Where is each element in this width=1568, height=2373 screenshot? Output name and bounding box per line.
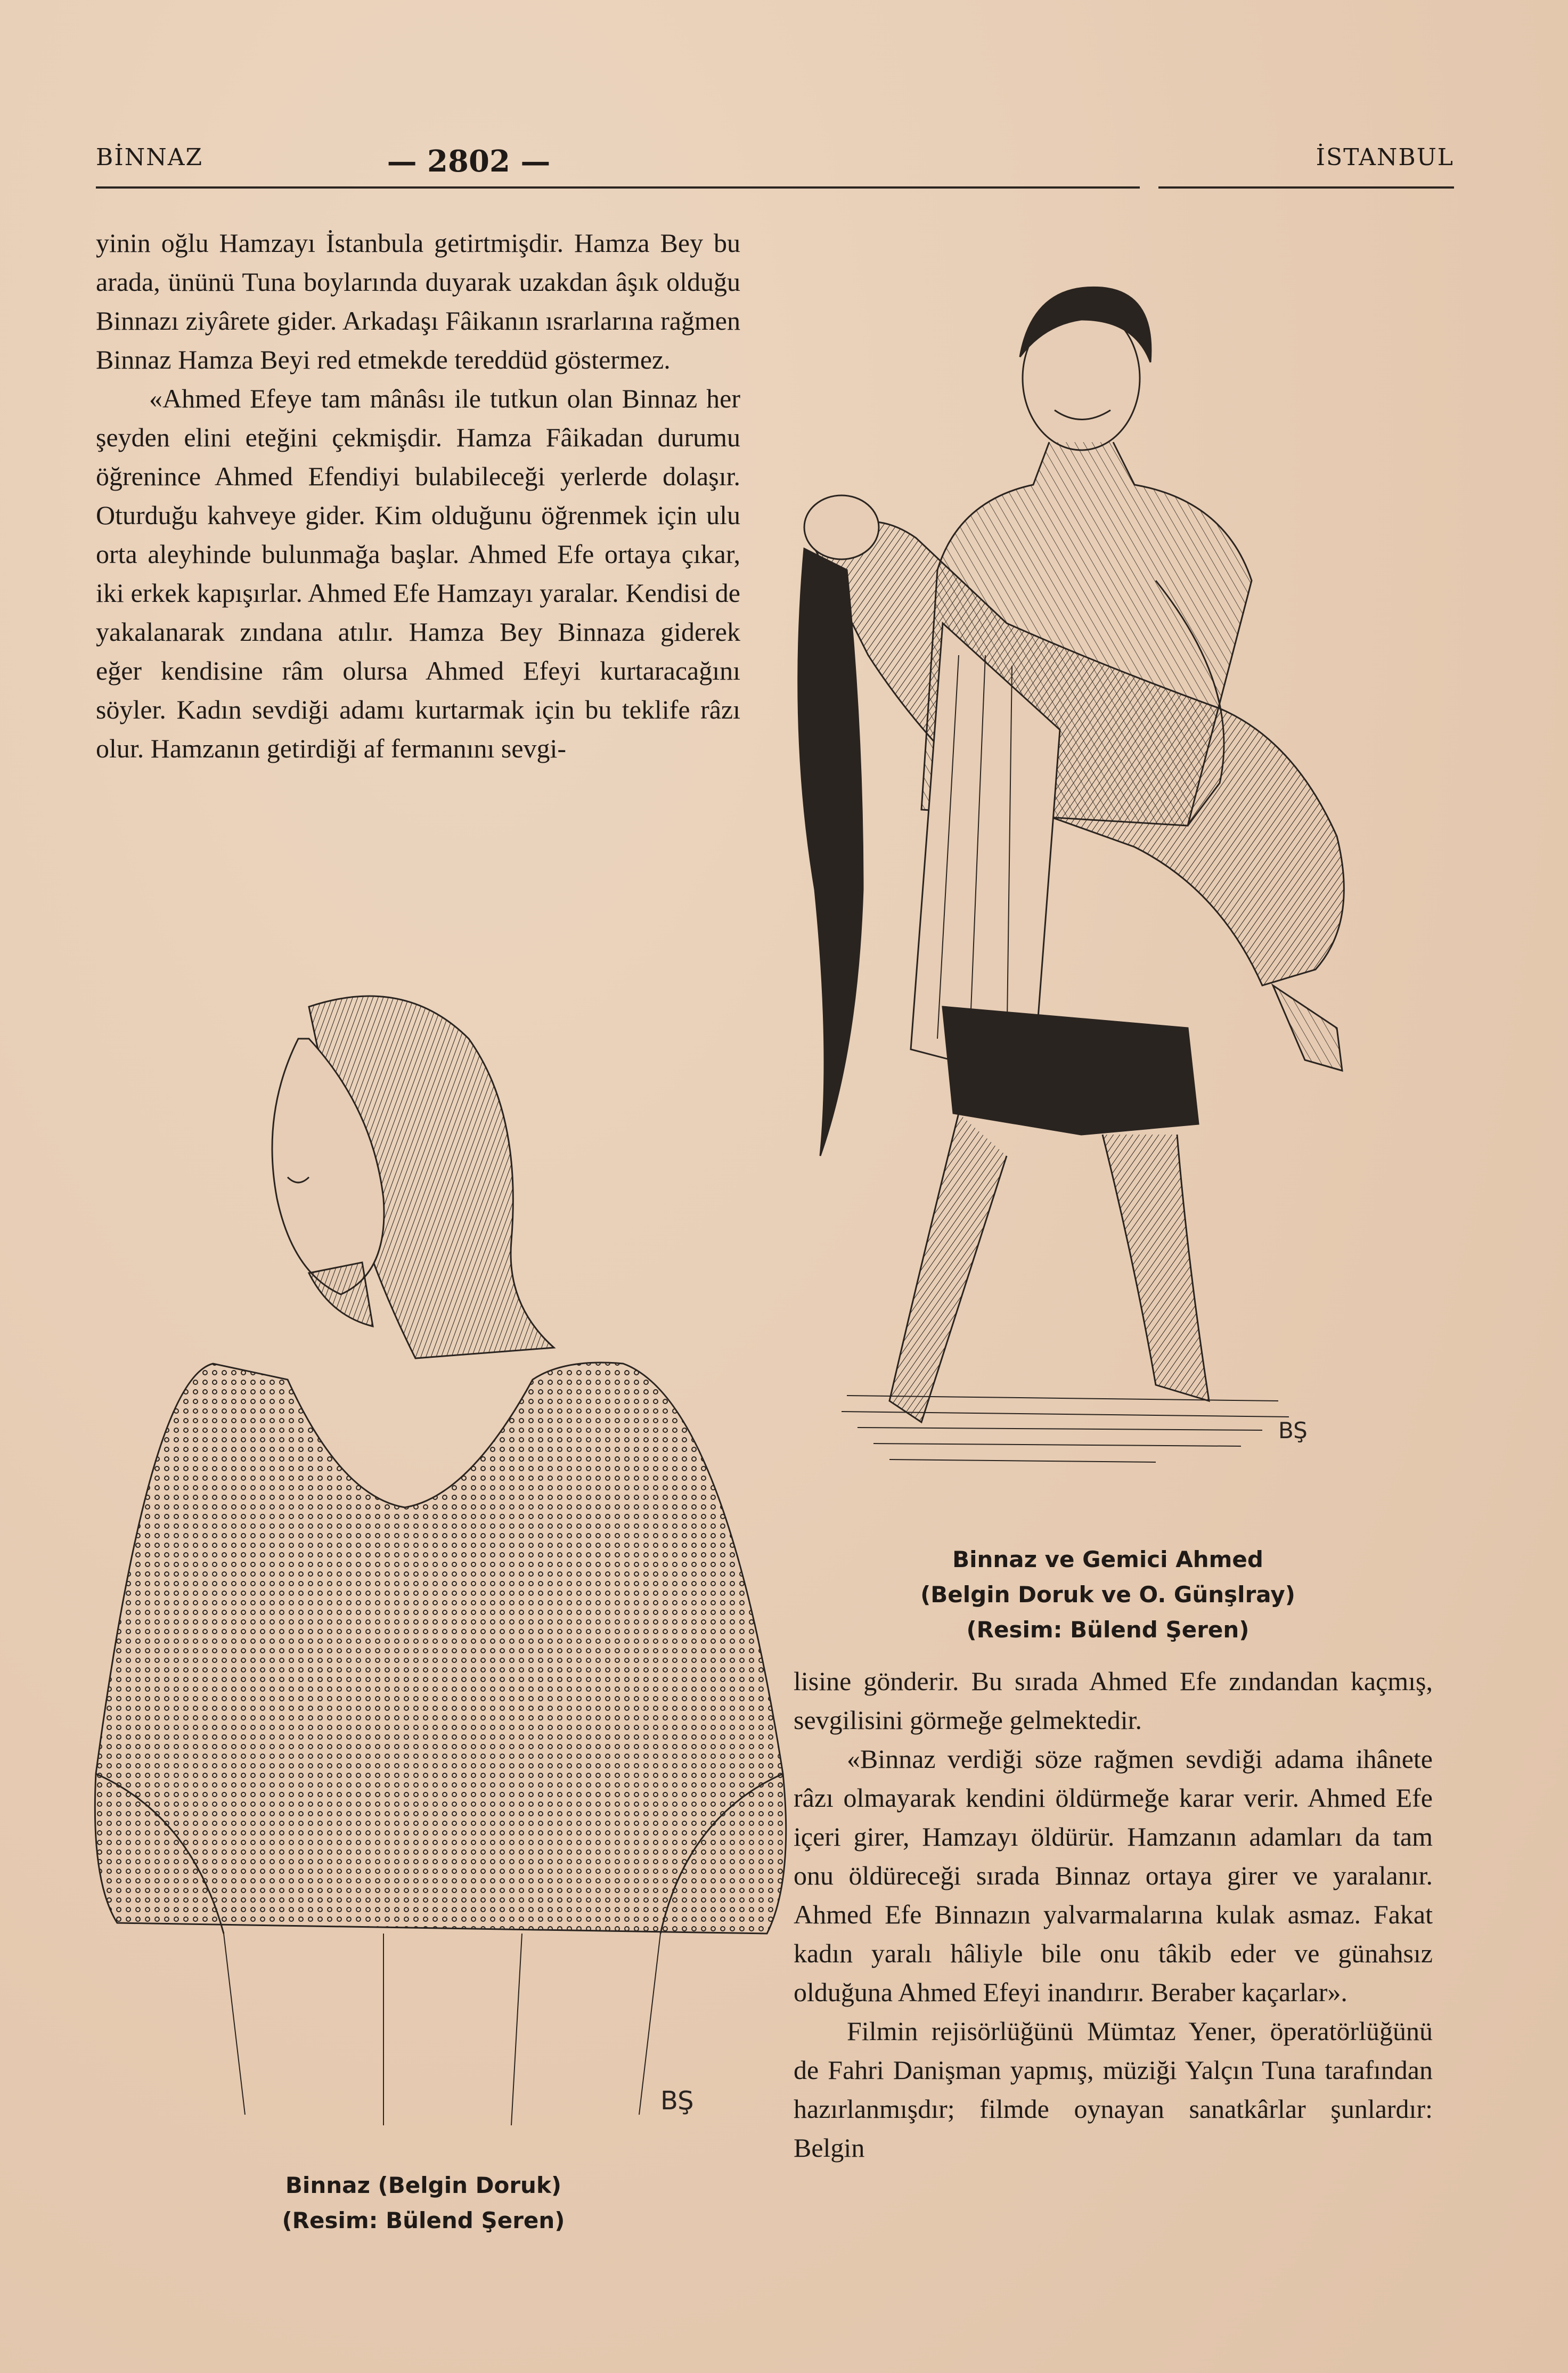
caption-line: (Belgin Doruk ve O. Günşlray) (920, 1581, 1295, 1608)
header-magazine-name: İSTANBUL (1316, 144, 1454, 171)
caption-line: (Resim: Bülend Şeren) (282, 2207, 565, 2233)
paragraph: «Binnaz verdiği söze rağmen sevdiği adama ihânete râzı olmayarak kendini öldürmeğe karar verir. Ahmed Efe içeri girer, Hamzayı öldürür. Hamzanın adamları da tam onu öldüreceği sırada Binnaz ortaya girer ve yaralanır. Ahmed Efe Binnazın yalvarmalarına kulak asmaz. Fakat kadın yaralı hâliyle bile onu tâkib eder ve günahsız olduğuna Ahmed Efeyi inandırır. Beraber kaçarlar». (794, 1744, 1433, 2007)
page-number: — 2802 — (387, 144, 551, 179)
paragraph: «Ahmed Efeye tam mânâsı ile tutkun olan Binnaz her şeyden elini eteğini çekmişdir. Hamza Fâikadan durumu öğrenince Ahmed Efendiyi bulabileceği yerlerde dolaşır. Oturduğu kahveye gider. Kim olduğunu öğrenmek için ulu orta aleyhinde bulunmağa başlar. Ahmed Efe ortaya çıkar, iki erkek kapışırlar. Ahmed Efe Hamzayı yaralar. Kendisi de yakalanarak zındana atılır. Hamza Bey Binnaza giderek eğer kendisine râm olursa Ahmed Efeyi kurtaracağını söyler. Kadın sevdiği adamı kurtarmak için bu teklife râzı olur. Hamzanın getirdiği af fermanını sevgi- (96, 384, 740, 763)
ink-drawing-man (783, 250, 1443, 1529)
caption-line: Binnaz (Belgin Doruk) (285, 2172, 562, 2198)
ink-drawing-woman (85, 975, 794, 2168)
header-rule-left (96, 186, 1140, 189)
caption-line: (Resim: Bülend Şeren) (966, 1617, 1250, 1643)
left-column-text (96, 224, 740, 768)
caption-line: Binnaz ve Gemici Ahmed (952, 1546, 1263, 1572)
paragraph: yinin oğlu Hamzayı İstanbula getirtmişdir. Hamza Bey bu arada, ününü Tuna boylarında duyarak uzakdan âşık olduğu Binnazı ziyârete gider. Arkadaşı Fâikanın ısrarlarına rağmen Binnaz Hamza Beyi red etmekde tereddüd göstermez. (96, 228, 740, 374)
header-rule-right (1158, 186, 1454, 189)
illustration-signature: BŞ (1278, 1417, 1308, 1444)
illustration-signature: BŞ (660, 2086, 694, 2116)
right-column-text (794, 1662, 1433, 2167)
caption-man-illustration (799, 1542, 1417, 1648)
caption-woman-illustration (117, 2168, 730, 2238)
header-section-title: BİNNAZ (96, 144, 203, 171)
paragraph: lisine gönderir. Bu sırada Ahmed Efe zındandan kaçmış, sevgilisini görmeğe gelmektedir. (794, 1666, 1433, 1735)
illustration-man-carrying-woman (783, 250, 1443, 1529)
illustration-woman-portrait (85, 975, 794, 2168)
page-header (96, 144, 1454, 202)
paragraph: Filmin rejisörlüğünü Mümtaz Yener, öperatörlüğünü de Fahri Danişman yapmış, müziği Yalçın Tuna tarafından hazırlanmışdır; filmde oynayan sanatkârlar şunlardır: Belgin (794, 2016, 1433, 2163)
